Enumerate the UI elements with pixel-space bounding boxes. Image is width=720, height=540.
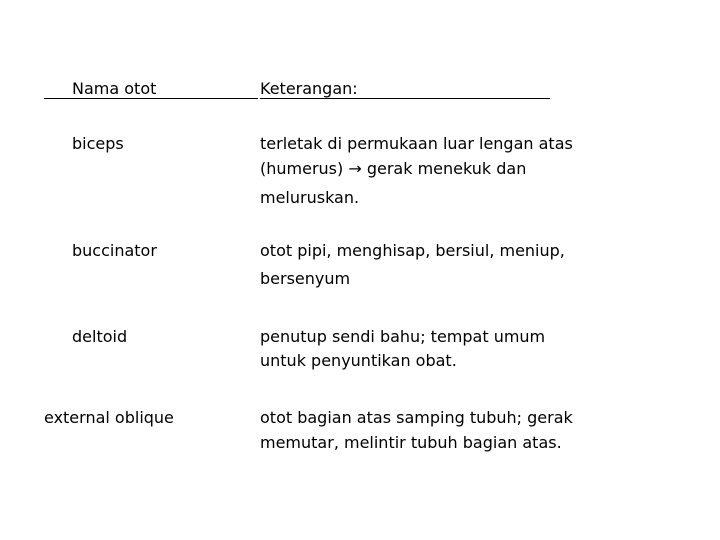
header-description-underline [260,98,550,99]
muscle-desc-deltoid-line-1: penutup sendi bahu; tempat umum [260,327,546,346]
header-name: Nama otot [72,79,157,98]
muscle-name-deltoid: deltoid [72,327,128,346]
header-description: Keterangan: [260,79,358,98]
muscle-name-external-oblique: external oblique [44,408,174,427]
muscle-desc-biceps-line-1: terletak di permukaan luar lengan atas [260,134,573,153]
muscle-name-buccinator: buccinator [72,241,157,260]
muscle-name-biceps: biceps [72,134,124,153]
header-name-underline [44,98,258,99]
muscle-desc-buccinator-line-1: otot pipi, menghisap, bersiul, meniup, [260,241,565,260]
muscle-desc-buccinator-line-2: bersenyum [260,269,351,288]
muscle-desc-external-oblique-line-1: otot bagian atas samping tubuh; gerak [260,408,573,427]
muscle-desc-biceps-line-2: (humerus) → gerak menekuk dan [260,159,527,178]
muscle-desc-biceps-line-3: meluruskan. [260,188,360,207]
muscle-desc-external-oblique-line-2: memutar, melintir tubuh bagian atas. [260,433,562,452]
muscle-desc-deltoid-line-2: untuk penyuntikan obat. [260,351,457,370]
